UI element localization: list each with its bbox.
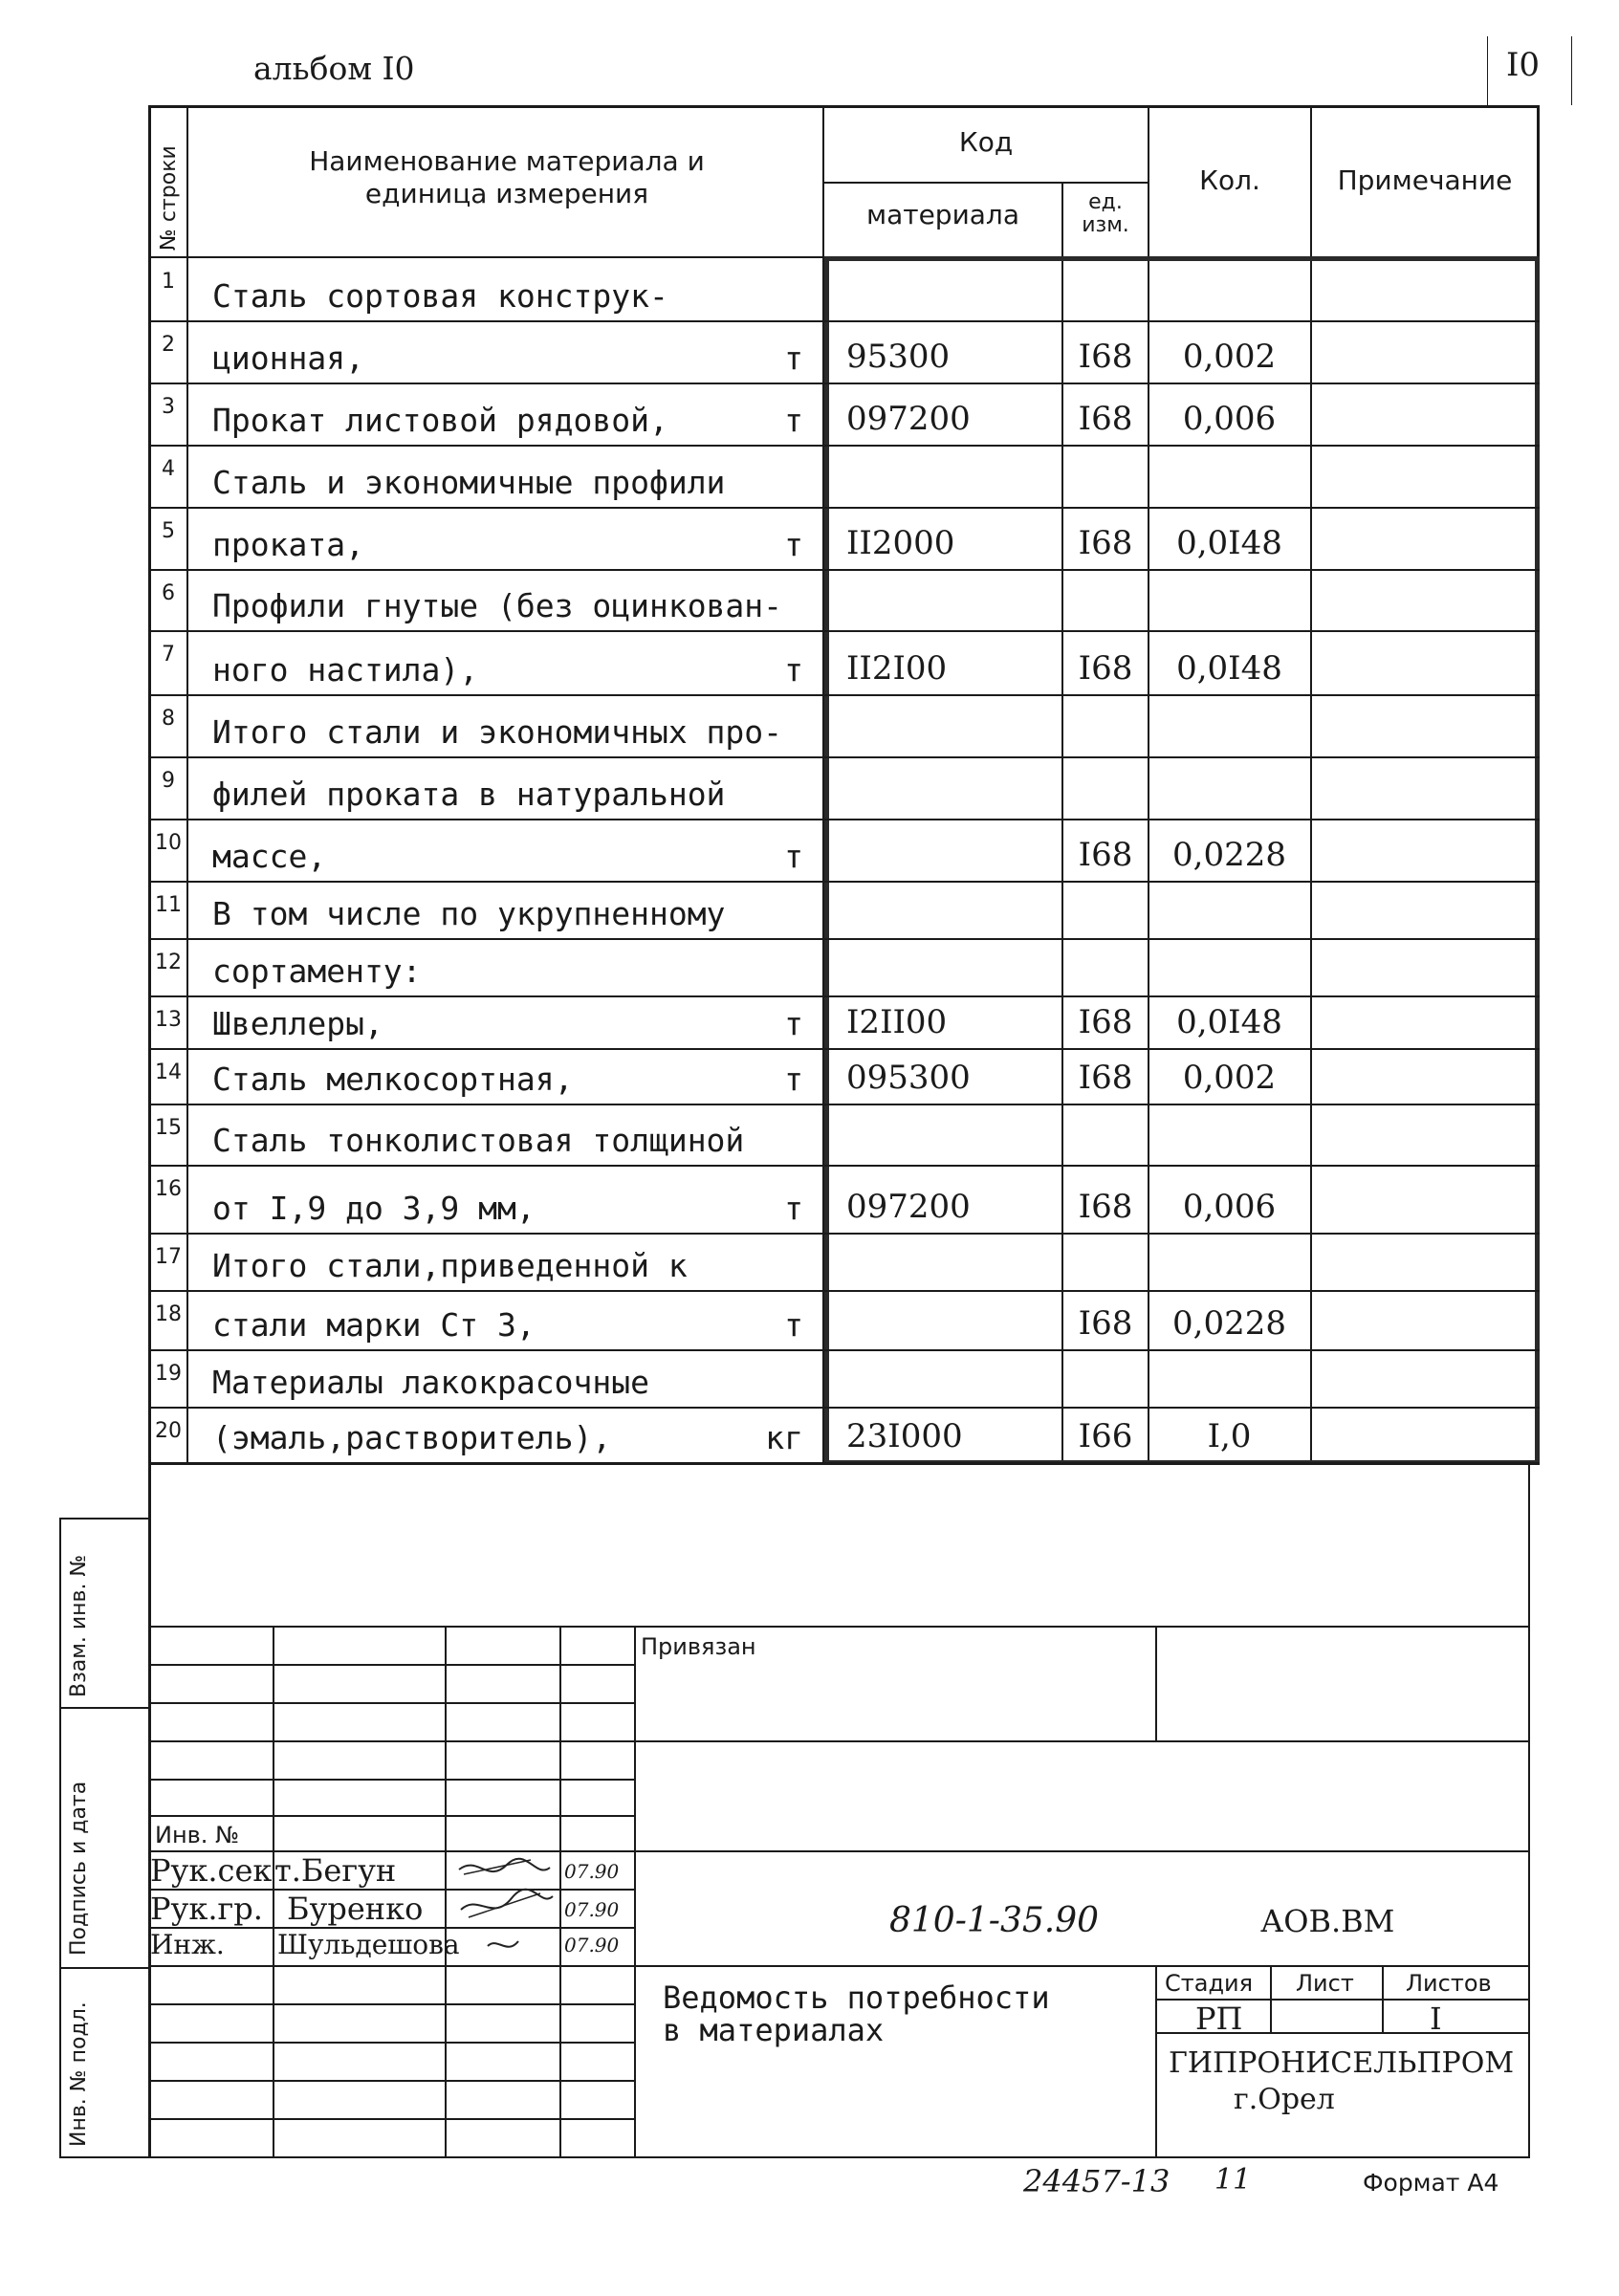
doc-title-line2: в материалах (663, 2012, 885, 2048)
row-number: 19 (155, 1362, 182, 1386)
row-material-name: ного настила), (212, 651, 479, 689)
row-separator (148, 1407, 1540, 1409)
doc-mark: АОВ.ВМ (1260, 1903, 1395, 1939)
person-name-2: Буренко (287, 1891, 424, 1927)
person-date-1: 07.90 (564, 1860, 620, 1883)
sheet-label: Лист (1296, 1970, 1354, 1997)
row-material-name: Швеллеры, (212, 1005, 383, 1042)
row-unit-code: I68 (1078, 1003, 1133, 1041)
row-unit-code: I68 (1078, 1304, 1133, 1343)
row-separator (148, 938, 1540, 940)
header-code-material: материала (865, 199, 1019, 230)
row-quantity: 0,006 (1182, 400, 1277, 438)
header-note: Примечание (1337, 164, 1513, 196)
row-number: 2 (162, 333, 175, 357)
row-number: 12 (155, 951, 182, 974)
row-separator (148, 445, 1540, 447)
row-separator (148, 569, 1540, 571)
row-material-name: массе, (212, 838, 327, 875)
row-unit-code: I68 (1078, 1059, 1133, 1097)
side-label-podpis: Подпись и дата (67, 1781, 91, 1956)
inv-no-label: Инв. № (155, 1822, 240, 1848)
person-date-2: 07.90 (564, 1898, 620, 1921)
row-unit: т (784, 1306, 803, 1344)
row-quantity: 0,0I48 (1176, 1003, 1282, 1041)
row-material-name: стали марки Ст 3, (212, 1306, 536, 1344)
row-number: 5 (162, 519, 175, 543)
sheet-number: I0 (1506, 46, 1541, 84)
row-separator (148, 819, 1540, 820)
row-material-code: 95300 (846, 338, 951, 376)
row-quantity: 0,006 (1182, 1188, 1277, 1226)
row-material-name: (эмаль,растворитель), (212, 1419, 612, 1456)
stage-label: Стадия (1165, 1970, 1254, 1997)
row-material-name: Сталь и экономичные профили (212, 464, 726, 501)
footer-page: 11 (1214, 2163, 1252, 2197)
side-label-inv-podl: Инв. № подл. (67, 2001, 91, 2147)
row-material-name: Сталь сортовая конструк- (212, 277, 668, 315)
row-unit-code: I68 (1078, 338, 1133, 376)
footer-format: Формат А4 (1363, 2169, 1499, 2197)
row-number: 13 (155, 1008, 182, 1032)
person-role-3: Инж. (150, 1929, 225, 1960)
row-material-name: сортаменту: (212, 952, 422, 990)
row-material-name: Сталь тонколистовая толщиной (212, 1122, 745, 1159)
row-material-name: ционная, (212, 339, 364, 377)
doc-code: 810-1-35.90 (889, 1901, 1100, 1940)
row-quantity: 0,0228 (1172, 836, 1286, 874)
row-material-code: II2000 (846, 524, 955, 562)
org-line2: г.Орел (1234, 2083, 1335, 2116)
row-material-name: от I,9 до 3,9 мм, (212, 1190, 536, 1227)
row-number: 15 (155, 1116, 182, 1140)
row-material-name: Итого стали и экономичных про- (212, 713, 783, 751)
row-material-code: 095300 (846, 1059, 971, 1097)
person-name-1: т.Бегун (274, 1852, 397, 1889)
row-material-name: Итого стали,приведенной к (212, 1247, 688, 1284)
row-separator (148, 1349, 1540, 1351)
row-unit: т (784, 1005, 803, 1042)
person-date-3: 07.90 (564, 1934, 620, 1957)
row-unit-code: I68 (1078, 1188, 1133, 1226)
row-material-code: 097200 (846, 400, 971, 438)
album-label: альбом I0 (253, 50, 415, 87)
row-quantity: 0,0I48 (1176, 649, 1282, 688)
row-separator (148, 383, 1540, 384)
header-code: Код (958, 126, 1014, 158)
footer-number: 24457-13 (1023, 2163, 1170, 2199)
row-unit: т (784, 1190, 803, 1227)
row-unit: кг (765, 1419, 803, 1456)
row-number: 6 (162, 581, 175, 605)
row-separator (148, 756, 1540, 758)
row-unit: т (784, 402, 803, 439)
row-unit: т (784, 838, 803, 875)
row-unit-code: I66 (1078, 1417, 1133, 1455)
row-number: 11 (155, 893, 182, 917)
row-quantity: 0,002 (1182, 1059, 1277, 1097)
row-unit-code: I68 (1078, 400, 1133, 438)
person-role-1: Рук.сек (150, 1852, 273, 1889)
row-quantity: 0,0228 (1172, 1304, 1286, 1343)
row-separator (148, 1290, 1540, 1292)
side-label-vzam: Взам. инв. № (67, 1554, 91, 1697)
header-code-unit: ед. изм. (1082, 190, 1129, 237)
row-material-name: Материалы лакокрасочные (212, 1364, 649, 1401)
row-number: 8 (162, 707, 175, 731)
row-material-code: II2I00 (846, 649, 948, 688)
privyazan-label: Привязан (641, 1633, 756, 1660)
row-separator (148, 995, 1540, 997)
header-qty: Кол. (1199, 164, 1260, 196)
row-separator (148, 1104, 1540, 1105)
row-unit: т (784, 339, 803, 377)
row-number: 20 (155, 1419, 182, 1443)
header-row-number: № строки (157, 145, 181, 251)
row-material-code: 097200 (846, 1188, 971, 1226)
row-number: 4 (162, 457, 175, 481)
row-material-code: 23I000 (846, 1417, 963, 1455)
row-number: 17 (155, 1245, 182, 1269)
row-material-name: Прокат листовой рядовой, (212, 402, 668, 439)
row-separator (148, 1048, 1540, 1050)
row-material-name: филей проката в натуральной (212, 776, 726, 813)
row-number: 9 (162, 769, 175, 793)
row-separator (148, 507, 1540, 509)
row-material-code: I2II00 (846, 1003, 948, 1041)
row-number: 7 (162, 643, 175, 667)
row-material-name: В том числе по укрупненному (212, 895, 726, 932)
sheet-number-divider (1487, 36, 1488, 105)
row-unit: т (784, 526, 803, 563)
sheets-value: I (1430, 2001, 1442, 2037)
stage-value: РП (1195, 2001, 1243, 2037)
row-quantity: 0,002 (1182, 338, 1277, 376)
row-separator (148, 320, 1540, 322)
row-separator (148, 1233, 1540, 1235)
row-quantity: I,0 (1207, 1417, 1252, 1455)
row-unit: т (784, 1061, 803, 1098)
row-number: 16 (155, 1177, 182, 1201)
doc-title-line1: Ведомость потребности (663, 1979, 1050, 2016)
row-number: 1 (162, 270, 175, 294)
org-line1: ГИПРОНИСЕЛЬПРОМ (1169, 2046, 1515, 2080)
sheet-number-divider-right (1571, 36, 1572, 105)
row-unit-code: I68 (1078, 524, 1133, 562)
row-quantity: 0,0I48 (1176, 524, 1282, 562)
row-number: 3 (162, 395, 175, 419)
person-role-2: Рук.гр. (150, 1891, 263, 1927)
row-unit: т (784, 651, 803, 689)
row-separator (148, 1165, 1540, 1167)
sheets-label: Листов (1406, 1970, 1492, 1997)
row-separator (148, 694, 1540, 696)
row-material-name: Сталь мелкосортная, (212, 1061, 574, 1098)
row-separator (148, 1462, 1540, 1464)
row-material-name: проката, (212, 526, 364, 563)
signatures-drawing (449, 1850, 559, 1965)
row-unit-code: I68 (1078, 649, 1133, 688)
row-material-name: Профили гнутые (без оцинкован- (212, 587, 783, 624)
person-name-3: Шульдешова (277, 1929, 460, 1960)
row-number: 10 (155, 831, 182, 855)
header-name: Наименование материала и единица измерения (309, 145, 705, 209)
row-separator (148, 630, 1540, 632)
row-unit-code: I68 (1078, 836, 1133, 874)
row-number: 14 (155, 1061, 182, 1084)
row-number: 18 (155, 1302, 182, 1326)
row-separator (148, 881, 1540, 883)
